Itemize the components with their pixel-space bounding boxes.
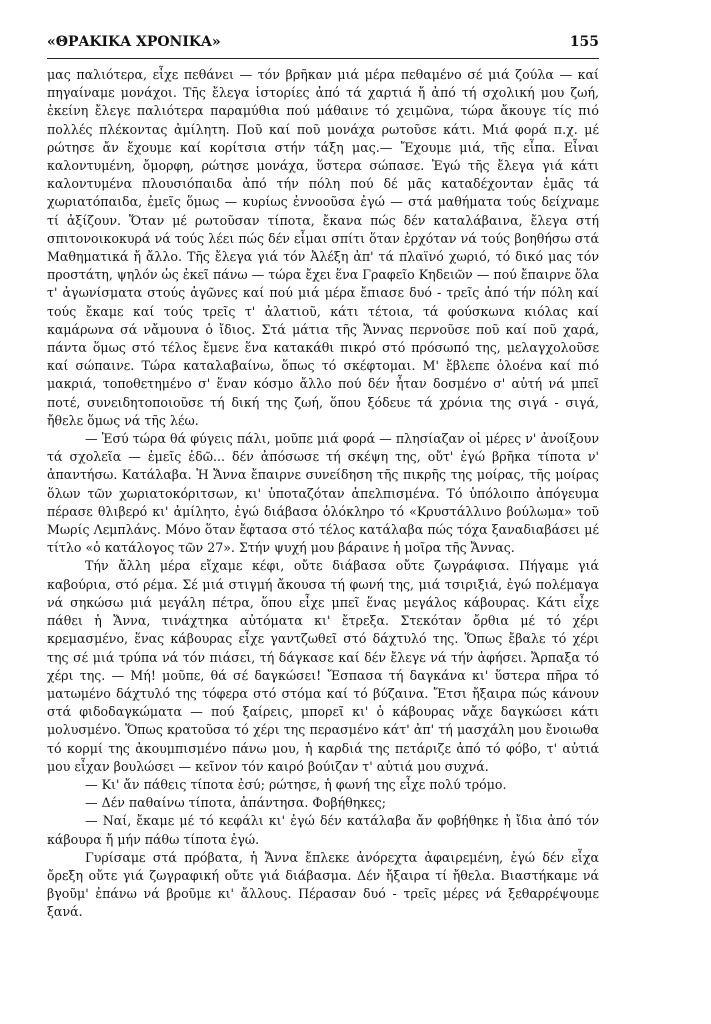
body-text bbox=[47, 66, 599, 922]
paragraph: Τήν ἄλλη μέρα εἴχαμε κέφι, οὔτε διάβασα οὔτε ζωγράφισα. Πήγαμε γιά καβούρια, στό ρέμα. Σέ μιά στιγμή ἄκουσα τή φωνή της, μιά τσιριξιά, ἐγώ πολέμαγα νά σηκώσω μιά μεγάλη πέτρα, ὅπου εἶχε μπεῖ ἕνας μεγάλος κάβουρας. Κάτι εἶχε πάθει ἡ Ἄννα, τινάχτηκα αὐτόματα κι' ἔτρεξα. Στεκόταν ὄρθια μέ τό χέρι κρεμασμένο, ἕνας κάβουρας εἶχε γαντζωθεῖ στό δάχτυλό της. Ὅπως ἔβαλε τό χέρι της σέ μιά τρύπα νά τόν πιάσει, τή δάγκασε καί δέν ἔλεγε νά τήν ἀφήσει. Ἄρπαξα τό χέρι της. — Μή! μοῦπε, θά σέ δαγκώσει! Ἔσπασα τή δαγκάνα κι' ὕστερα πῆρα τό ματωμένο δάχτυλό της τόφερα στό στόμα καί τό βύζαινα. Ἔτσι ἤξαιρα πώς κάνουν στά φιδοδαγκώματα — πού ξαίρεις, μπορεῖ κι' ὁ κάβουρας νἄχε δαγκώσει κάτι μολυσμένο. Ὅπως κρατοῦσα τό χέρι της περασμένο κάτ' ἀπ' τή μασχάλη μου ἔνοιωθα τό κορμί της ἀκουμπισμένο πάνω μου, ἡ καρδιά της πετάριζε ἀπό τό φόβο, τ' αὐτιά μου εἶχαν βουλώσει — κεῖνον τόν καιρό βούιζαν τ' αὐτιά μου συχνά. bbox=[47, 558, 599, 774]
header-rule bbox=[47, 58, 599, 59]
paragraph: Γυρίσαμε στά πρόβατα, ἡ Ἄννα ἔπλεκε ἀνόρεχτα ἀφαιρεμένη, ἐγώ δέν εἶχα ὄρεξη οὔτε γιά ζωγραφική οὔτε γιά διάβασμα. Δέν ἤξαιρα τί ἤθελα. Βιαστήκαμε νά βγοῦμ' ἐπάνω νά βροῦμε κι' ἄλλους. Πέρασαν δυό - τρεῖς μέρες νά ξεθαρρέψουμε ξανά. bbox=[47, 849, 599, 920]
paragraph: μας παλιότερα, εἶχε πεθάνει — τόν βρῆκαν μιά μέρα πεθαμένο σέ μιά ζούλα — καί πηγαίναμε μονάχοι. Τῆς ἔλεγα ἱστορίες ἀπό τά χαρτιά ἤ ἀπό τή σχολική μου ζωή, ἐκείνη ἔλεγε παλιότερα παραμύθια πού μάθαινε τό χειμῶνα, τώρα ἄκουγε τίς πιό πολλές πλέκοντας ἀμίλητη. Ποῦ καί ποῦ μονάχα ρωτοῦσε κάτι. Μιά φορά π.χ. μέ ρώτησε ἄν ἔχουμε καί κορίτσια στήν τάξη μας.— Ἔχουμε μιά, τῆς εἶπα. Εἶναι καλοντυμένη, ὄμορφη, ρώτησε μονάχα, ὕστερα σώπασε. Ἐγώ τῆς ἔλεγα γιά κάτι καλοντυμένα πλουσιόπαιδα ἀπό τήν πόλη πού δέ μᾶς καταδέχονταν ἐμᾶς τά χωριατόπαιδα, ἐμεῖς ὅμως — κυρίως ἐννοοῦσα ἐγώ — στά μαθήματα τούς δείχναμε τί ἀξίζουν. Ὅταν μέ ρωτοῦσαν τίποτα, ἔκανα πώς δέν καταλάβαινα, ἔλεγα στή σπιτονοικοκυρά νά τούς λέει πώς δέν εἶμαι σπίτι ὅταν ἐρχόταν νά τούς βοηθήσω στά Μαθηματικά ἤ ἄλλο. Τῆς ἔλεγα γιά τόν Ἀλέξη ἀπ' τά πλαϊνό χωριό, τό δικό μας τόν προστάτη, ψηλόν ὡς ἐκεῖ πάνω — τώρα ἔχει ἕνα Γραφεῖο Κηδειῶν — πού ἔπαιρνε ὅλα τ' ἀγωνίσματα στούς ἀγῶνες καί πού μιά μέρα ἔπιασε δυό - τρεῖς ἀπό τήν πόλη καί τούς ἔκαμε καί τούς τρεῖς τ' ἀλατιοῦ, κάτι τέτοια, τά φούσκωνα κιόλας καί καμάρωνα σά νἄμουνα ὁ ἴδιος. Στά μάτια τῆς Ἄννας περνοῦσε ποῦ καί ποῦ χαρά, πάντα ὅμως στό τέλος ἔμενε ἕνα κατακάθι πικρό στό πρόσωπό της, μελαγχολοῦσε καί σώπαινε. Τώρα καταλαβαίνω, ὅπως τό σκέφτομαι. Μ' ἔβλεπε ὁλοένα καί πιό μακριά, τοποθετημένο σ' ἕναν κόσμο ἄλλο πού δέν ἦταν δοσμένο σ' αὐτή νά μπεῖ ποτέ, συνειδητοποιοῦσε τή δική της ζωή, ὅπου ξόδευε τά χρόνια της σιγά - σιγά, ἤθελε ὅμως νά τῆς λέω. bbox=[47, 67, 599, 428]
journal-title: «ΘΡΑΚΙΚΑ ΧΡΟΝΙΚΑ» bbox=[47, 34, 221, 50]
dialogue-line: — Κι' ἄν πάθεις τίποτα ἐσύ; ρώτησε, ἡ φωνή της εἶχε πολύ τρόμο. bbox=[85, 776, 507, 792]
page-number: 155 bbox=[569, 34, 599, 50]
dialogue-line: — Δέν παθαίνω τίποτα, ἀπάντησα. Φοβήθηκες; bbox=[85, 795, 386, 811]
running-header bbox=[47, 34, 599, 50]
paragraph: — Ἐσύ τώρα θά φύγεις πάλι, μοῦπε μιά φορά — πλησίαζαν οἱ μέρες ν' ἀνοίξουν τά σχολεῖα — ἐμεῖς ἐδῶ... δέν ἀπόσωσε τή σκέψη της, οὔτ' ἐγώ βρῆκα τίποτα ν' ἀπαντήσω. Κατάλαβα. Ἡ Ἄννα ἔπαιρνε συνείδηση τῆς πικρῆς της μοίρας, τῆς μοίρας ὅλων τῶν χωριατοκόριτσων, κι' ὑποταζόταν ἀπελπισμένα. Τό ὑπόλοιπο ἀπόγευμα πέρασε θλιβερό κι' ἀμίλητο, ἐγώ διάβασα ὁλόκληρο τό «Κρυστάλλινο βούλωμα» τοῦ Μωρίς Λεμπλάνς. Μόνο ὅταν ἔφτασα στό τέλος κατάλαβα πώς τόχα ξαναδιαβάσει μέ τίτλο «ὁ κατάλογος τῶν 27». Στήν ψυχή μου βάραινε ἡ μοῖρα τῆς Ἄννας. bbox=[47, 431, 599, 556]
dialogue-line: — Ναί, ἔκαμε μέ τό κεφάλι κι' ἐγώ δέν κατάλαβα ἄν φοβήθηκε ἡ ἴδια ἀπό τόν κάβουρα ἤ μήν πάθω τίποτα ἐγώ. bbox=[47, 813, 599, 847]
